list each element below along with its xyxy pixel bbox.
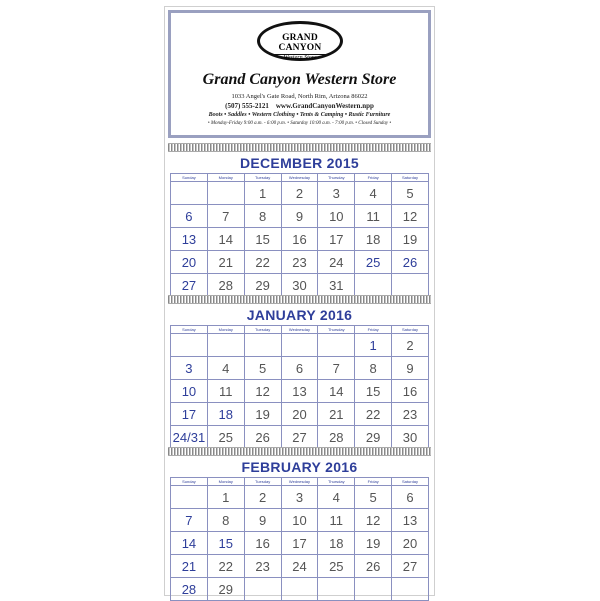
weekday-header: Wednesday [281,478,318,486]
day-cell: 22 [355,403,392,426]
day-cell: 27 [392,555,429,578]
day-cell: 23 [244,555,281,578]
day-cell: 26 [244,426,281,449]
store-address: 1033 Angel's Gate Road, North Rim, Arizona 86022 [231,93,368,100]
empty-day-cell [392,274,429,297]
wall-calendar [164,6,435,596]
day-cell: 30 [392,426,429,449]
weekday-header: Tuesday [244,174,281,182]
day-cell: 9 [244,509,281,532]
empty-day-cell [355,274,392,297]
day-cell: 29 [355,426,392,449]
empty-day-cell [207,182,244,205]
week-row [171,251,429,274]
day-cell: 18 [318,532,355,555]
day-cell: 12 [392,205,429,228]
day-cell: 2 [392,334,429,357]
empty-day-cell [171,182,208,205]
day-cell: 8 [355,357,392,380]
day-cell: 29 [207,578,244,601]
week-row [171,380,429,403]
day-cell: 11 [355,205,392,228]
month-title: DECEMBER 2015 [239,155,360,171]
day-cell: 1 [244,182,281,205]
day-cell: 2 [244,486,281,509]
day-cell: 17 [281,532,318,555]
week-row [171,555,429,578]
day-cell: 17 [171,403,208,426]
week-row [171,228,429,251]
day-cell: 27 [281,426,318,449]
week-row [171,334,429,357]
weekday-header: Sunday [171,326,208,334]
day-cell: 1 [207,486,244,509]
empty-day-cell [244,578,281,601]
weekday-header: Sunday [171,478,208,486]
spiral-binding [168,447,431,456]
week-row [171,486,429,509]
day-cell: 21 [207,251,244,274]
empty-day-cell [318,334,355,357]
day-cell: 16 [281,228,318,251]
day-cell: 11 [207,380,244,403]
empty-day-cell [171,486,208,509]
day-cell: 3 [281,486,318,509]
month-grid [170,325,429,449]
week-row [171,426,429,449]
week-row [171,509,429,532]
day-cell: 25 [355,251,392,274]
store-name: Grand Canyon Western Store [202,71,397,88]
day-cell: 4 [207,357,244,380]
day-cell: 8 [207,509,244,532]
week-row [171,205,429,228]
day-cell: 27 [171,274,208,297]
day-cell: 28 [171,578,208,601]
day-cell: 19 [392,228,429,251]
day-cell: 20 [281,403,318,426]
week-row [171,357,429,380]
day-cell: 4 [318,486,355,509]
store-contact [171,102,428,110]
day-cell: 7 [318,357,355,380]
week-row [171,403,429,426]
day-cell: 5 [244,357,281,380]
day-cell: 11 [318,509,355,532]
day-cell: 7 [171,509,208,532]
empty-day-cell [281,578,318,601]
advertiser-header [168,10,431,138]
day-cell: 13 [171,228,208,251]
logo-line1: GRAND CANYON [278,33,322,53]
month-january-2016 [170,305,429,449]
day-cell: 12 [244,380,281,403]
day-cell: 6 [392,486,429,509]
weekday-header: Thursday [318,174,355,182]
day-cell: 10 [318,205,355,228]
day-cell: 25 [207,426,244,449]
weekday-header: Monday [207,478,244,486]
day-cell: 9 [392,357,429,380]
spiral-binding [168,143,431,152]
day-cell: 26 [392,251,429,274]
weekday-header: Friday [355,478,392,486]
weekday-header: Tuesday [244,478,281,486]
month-title: FEBRUARY 2016 [241,459,358,475]
day-cell: 2 [281,182,318,205]
day-cell: 28 [207,274,244,297]
day-cell: 28 [318,426,355,449]
logo-line2: Western Store [274,54,326,61]
day-cell: 23 [392,403,429,426]
empty-day-cell [244,334,281,357]
day-cell: 21 [318,403,355,426]
day-cell: 24 [318,251,355,274]
empty-day-cell [171,334,208,357]
day-cell: 17 [318,228,355,251]
day-cell: 26 [355,555,392,578]
day-cell: 24/31 [171,426,208,449]
month-grid [170,173,429,297]
day-cell: 15 [355,380,392,403]
weekday-header: Wednesday [281,174,318,182]
empty-day-cell [318,578,355,601]
day-cell: 3 [318,182,355,205]
store-website: www.GrandCanyonWestern.npp [275,102,374,110]
month-grid [170,477,429,601]
day-cell: 3 [171,357,208,380]
day-cell: 13 [281,380,318,403]
weekday-header: Saturday [392,326,429,334]
weekday-header: Monday [207,174,244,182]
empty-day-cell [355,578,392,601]
day-cell: 15 [207,532,244,555]
day-cell: 19 [244,403,281,426]
day-cell: 30 [281,274,318,297]
week-row [171,532,429,555]
day-cell: 4 [355,182,392,205]
day-cell: 7 [207,205,244,228]
day-cell: 9 [281,205,318,228]
spiral-binding [168,295,431,304]
day-cell: 19 [355,532,392,555]
weekday-header: Sunday [171,174,208,182]
day-cell: 13 [392,509,429,532]
day-cell: 14 [318,380,355,403]
weekday-header: Wednesday [281,326,318,334]
weekday-header: Saturday [392,174,429,182]
weekday-header: Friday [355,174,392,182]
day-cell: 16 [392,380,429,403]
day-cell: 31 [318,274,355,297]
day-cell: 5 [392,182,429,205]
store-phone: (507) 555-2121 [225,102,269,110]
weekday-header: Tuesday [244,326,281,334]
day-cell: 14 [171,532,208,555]
weekday-header: Monday [207,326,244,334]
day-cell: 25 [318,555,355,578]
store-logo [257,21,343,61]
day-cell: 6 [171,205,208,228]
day-cell: 16 [244,532,281,555]
day-cell: 12 [355,509,392,532]
weekday-header: Thursday [318,326,355,334]
empty-day-cell [281,334,318,357]
day-cell: 24 [281,555,318,578]
week-row [171,578,429,601]
day-cell: 8 [244,205,281,228]
day-cell: 15 [244,228,281,251]
day-cell: 21 [171,555,208,578]
month-title: JANUARY 2016 [246,307,353,323]
day-cell: 1 [355,334,392,357]
day-cell: 10 [281,509,318,532]
week-row [171,274,429,297]
weekday-header: Friday [355,326,392,334]
day-cell: 5 [355,486,392,509]
day-cell: 6 [281,357,318,380]
day-cell: 20 [392,532,429,555]
store-hours: • Monday-Friday 9:00 a.m. - 6:00 p.m. • Saturday 10:00 a.m. - 7:00 p.m. • Closed Sunday • [207,121,392,126]
day-cell: 22 [244,251,281,274]
day-cell: 22 [207,555,244,578]
day-cell: 23 [281,251,318,274]
month-february-2016 [170,457,429,601]
day-cell: 10 [171,380,208,403]
week-row [171,182,429,205]
store-products: Boots • Saddles • Western Clothing • Tents & Camping • Rustic Furniture [208,112,391,118]
day-cell: 20 [171,251,208,274]
day-cell: 18 [355,228,392,251]
empty-day-cell [392,578,429,601]
day-cell: 18 [207,403,244,426]
month-december-2015 [170,153,429,297]
weekday-header: Saturday [392,478,429,486]
day-cell: 14 [207,228,244,251]
weekday-header: Thursday [318,478,355,486]
empty-day-cell [207,334,244,357]
day-cell: 29 [244,274,281,297]
